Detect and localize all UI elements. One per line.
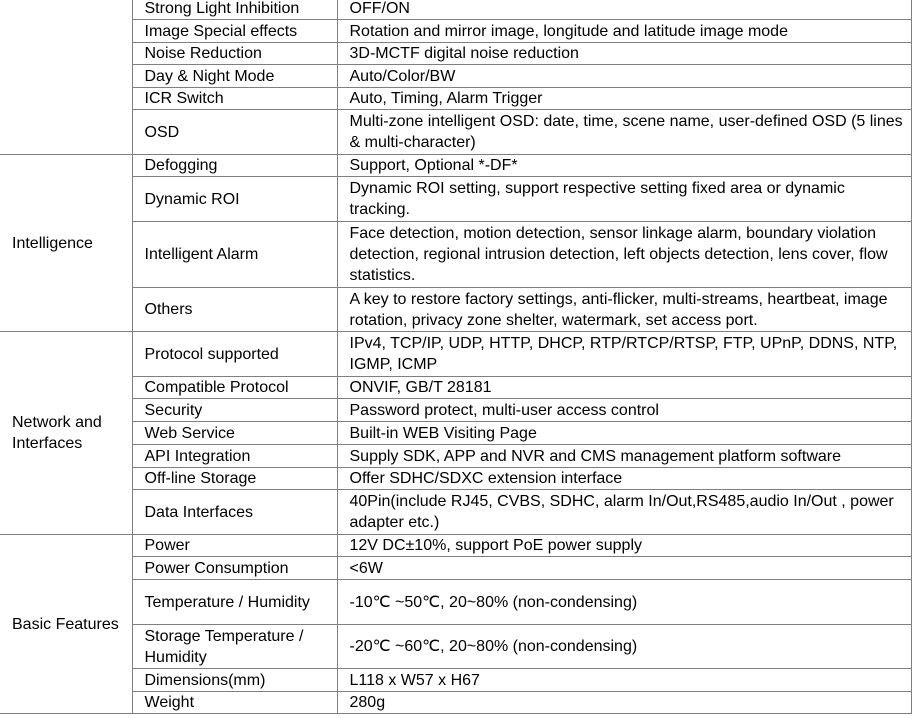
table-row — [0, 332, 911, 377]
feature-cell: ICR Switch — [132, 88, 337, 110]
table-row — [0, 110, 911, 155]
value-cell: Auto/Color/BW — [337, 65, 911, 88]
value-cell: Multi-zone intelligent OSD: date, time, scene name, user-defined OSD (5 lines & multi-character) — [337, 110, 911, 155]
feature-cell: Dynamic ROI — [132, 177, 337, 222]
feature-cell: Intelligent Alarm — [132, 222, 337, 288]
feature-cell: Image Special effects — [132, 20, 337, 43]
feature-cell: Power Consumption — [132, 557, 337, 580]
value-cell: 3D-MCTF digital noise reduction — [337, 43, 911, 65]
feature-cell: Web Service — [132, 422, 337, 445]
feature-cell: Day & Night Mode — [132, 65, 337, 88]
category-cell: Intelligence — [0, 155, 132, 332]
table-row — [0, 20, 911, 43]
category-cell: Network and Interfaces — [0, 332, 132, 535]
feature-cell: Defogging — [132, 155, 337, 177]
table-row — [0, 669, 911, 692]
value-cell: 12V DC±10%, support PoE power supply — [337, 535, 911, 557]
feature-cell: Weight — [132, 692, 337, 714]
feature-cell: Protocol supported — [132, 332, 337, 377]
value-cell: -20℃ ~60℃, 20~80% (non-condensing) — [337, 625, 911, 669]
feature-cell: Noise Reduction — [132, 43, 337, 65]
category-cell — [0, 0, 132, 155]
table-row — [0, 222, 911, 288]
table-row — [0, 692, 911, 714]
table-row — [0, 399, 911, 422]
value-cell: Support, Optional *-DF* — [337, 155, 911, 177]
feature-cell: Security — [132, 399, 337, 422]
table-row — [0, 535, 911, 557]
feature-cell: Others — [132, 288, 337, 332]
table-row — [0, 177, 911, 222]
feature-cell: Dimensions(mm) — [132, 669, 337, 692]
feature-cell: Off-line Storage — [132, 468, 337, 490]
value-cell: IPv4, TCP/IP, UDP, HTTP, DHCP, RTP/RTCP/RTSP, FTP, UPnP, DDNS, NTP, IGMP, ICMP — [337, 332, 911, 377]
table-row — [0, 557, 911, 580]
table-row — [0, 468, 911, 490]
value-cell: Password protect, multi-user access control — [337, 399, 911, 422]
feature-cell: Compatible Protocol — [132, 377, 337, 399]
feature-cell: Strong Light Inhibition — [132, 0, 337, 20]
table-row — [0, 422, 911, 445]
value-cell: Supply SDK, APP and NVR and CMS management platform software — [337, 445, 911, 468]
feature-cell: Data Interfaces — [132, 490, 337, 535]
table-row — [0, 43, 911, 65]
table-row — [0, 377, 911, 399]
table-row — [0, 65, 911, 88]
table-row — [0, 490, 911, 535]
table-row — [0, 580, 911, 625]
value-cell: Auto, Timing, Alarm Trigger — [337, 88, 911, 110]
feature-cell: Temperature / Humidity — [132, 580, 337, 625]
table-row — [0, 288, 911, 332]
value-cell: 280g — [337, 692, 911, 714]
value-cell: Built-in WEB Visiting Page — [337, 422, 911, 445]
feature-cell: Power — [132, 535, 337, 557]
feature-cell: API Integration — [132, 445, 337, 468]
value-cell: -10℃ ~50℃, 20~80% (non-condensing) — [337, 580, 911, 625]
value-cell: Dynamic ROI setting, support respective setting fixed area or dynamic tracking. — [337, 177, 911, 222]
feature-cell: OSD — [132, 110, 337, 155]
value-cell: Rotation and mirror image, longitude and latitude image mode — [337, 20, 911, 43]
table-row — [0, 625, 911, 669]
value-cell: <6W — [337, 557, 911, 580]
table-row — [0, 0, 911, 20]
value-cell: Face detection, motion detection, sensor linkage alarm, boundary violation detection, regional intrusion detection, left objects detection, lens cover, flow statistics. — [337, 222, 911, 288]
table-row — [0, 155, 911, 177]
value-cell: OFF/ON — [337, 0, 911, 20]
category-cell: Basic Features — [0, 535, 132, 714]
value-cell: A key to restore factory settings, anti-flicker, multi-streams, heartbeat, image rotation, privacy zone shelter, watermark, set access port. — [337, 288, 911, 332]
table-row — [0, 445, 911, 468]
value-cell: 40Pin(include RJ45, CVBS, SDHC, alarm In/Out,RS485,audio In/Out , power adapter etc.) — [337, 490, 911, 535]
feature-cell: Storage Temperature / Humidity — [132, 625, 337, 669]
value-cell: L118 x W57 x H67 — [337, 669, 911, 692]
value-cell: ONVIF, GB/T 28181 — [337, 377, 911, 399]
table-row — [0, 88, 911, 110]
value-cell: Offer SDHC/SDXC extension interface — [337, 468, 911, 490]
